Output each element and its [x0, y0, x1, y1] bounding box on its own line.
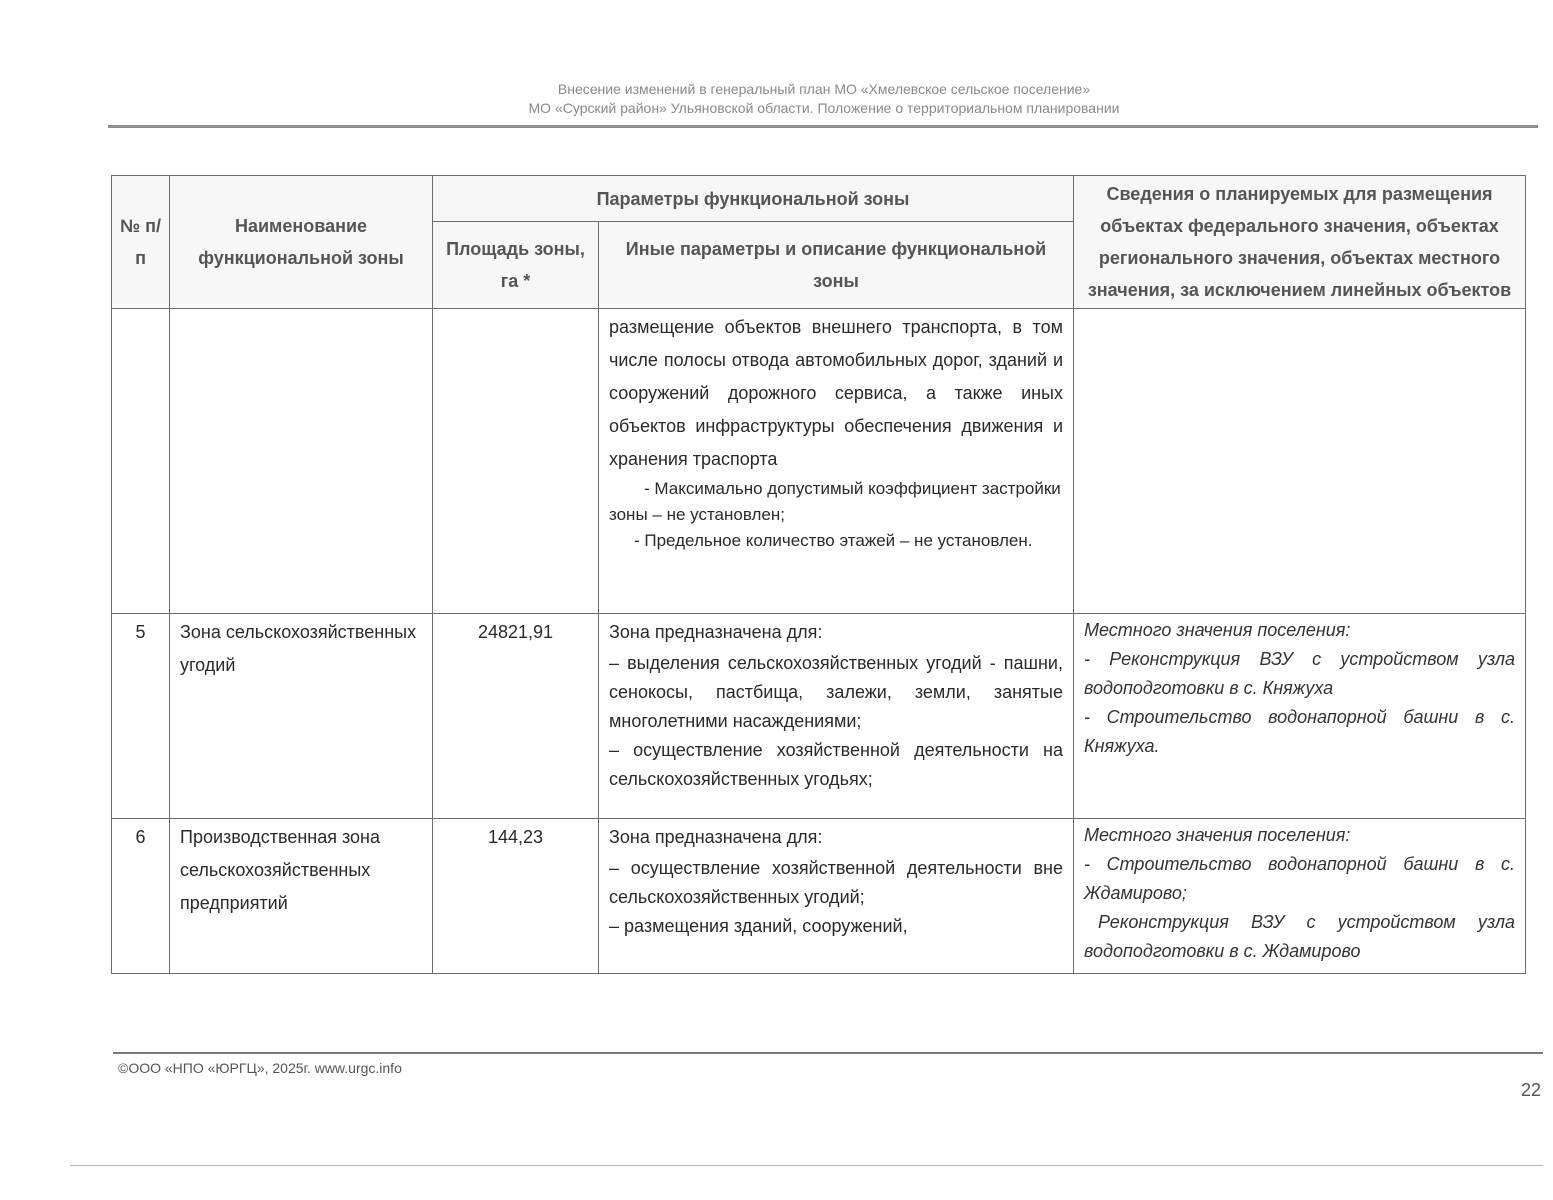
- description-intro: Зона предназначена для:: [609, 827, 823, 847]
- table-row: [112, 819, 1526, 974]
- description-param-2: – осуществление хозяйственной деятельности на сельскохозяйственных угодьях;: [609, 740, 1063, 789]
- row-planned-objects: [1074, 819, 1526, 974]
- header-line-1: Внесение изменений в генеральный план МО «Хмелевское сельское поселение»: [557, 81, 1091, 97]
- description-param-1: - Максимально допустимый коэффициент застройки зоны – не установлен;: [609, 479, 1061, 524]
- planned-object-1: - Строительство водонапорной башни в с. Ждамирово;: [1084, 854, 1515, 903]
- description-param-2: - Предельное количество этажей – не установлен.: [634, 531, 1033, 550]
- row-area: [433, 309, 599, 614]
- header-line-2: МО «Сурский район» Ульяновской области. Положение о территориальном планировании: [528, 100, 1120, 116]
- planned-objects-title: Местного значения поселения:: [1084, 825, 1351, 845]
- planned-object-2: Реконструкция ВЗУ с устройством узла водоподготовки в с. Ждамирово: [1084, 912, 1515, 961]
- header-planned-objects: Сведения о планируемых для размещения объектах федерального значения, объектах регионального значения, объектах местного значения, за исключением линейных объектов: [1074, 176, 1526, 309]
- row-area: 24821,91: [433, 614, 599, 819]
- row-area: 144,23: [433, 819, 599, 974]
- row-zone-name: [170, 309, 433, 614]
- header-other-params: Иные параметры и описание функциональной зоны: [599, 222, 1074, 309]
- planned-objects-title: Местного значения поселения:: [1084, 620, 1351, 640]
- header-rule: [108, 125, 1538, 128]
- row-zone-name: Производственная зона сельскохозяйственных предприятий: [170, 819, 433, 974]
- header-zone-name: Наименование функциональной зоны: [170, 176, 433, 309]
- table-row: [112, 614, 1526, 819]
- row-zone-name: Зона сельскохозяйственных угодий: [170, 614, 433, 819]
- page-header: [110, 80, 1538, 118]
- row-description: [599, 819, 1074, 974]
- footer-rule: [113, 1052, 1543, 1054]
- table-row: [112, 309, 1526, 614]
- planned-object-1: - Реконструкция ВЗУ с устройством узла водоподготовки в с. Княжуха: [1084, 649, 1515, 698]
- row-num: 5: [112, 614, 170, 819]
- footer-copyright: ©ООО «НПО «ЮРГЦ», 2025г. www.urgc.info: [118, 1060, 402, 1076]
- row-description: [599, 309, 1074, 614]
- page-number: 22: [1520, 1080, 1541, 1100]
- description-param-1: – выделения сельскохозяйственных угодий - пашни, сенокосы, пастбища, залежи, земли, занятые многолетними насаждениями;: [609, 653, 1063, 731]
- bottom-rule: [70, 1165, 1543, 1166]
- header-area: Площадь зоны, га *: [433, 222, 599, 309]
- description-intro: Зона предназначена для:: [609, 622, 823, 642]
- header-params-group: Параметры функциональной зоны: [433, 176, 1074, 222]
- header-num: № п/п: [112, 176, 170, 309]
- description-main: размещение объектов внешнего транспорта, в том числе полосы отвода автомобильных дорог, зданий и сооружений дорожного сервиса, а также иных объектов инфраструктуры обеспечения движения и хранения траспорта: [609, 317, 1063, 469]
- row-num: [112, 309, 170, 614]
- row-description: [599, 614, 1074, 819]
- description-param-2: – размещения зданий, сооружений,: [609, 916, 908, 936]
- row-planned-objects: [1074, 614, 1526, 819]
- row-planned-objects: [1074, 309, 1526, 614]
- row-num: 6: [112, 819, 170, 974]
- planned-object-2: - Строительство водонапорной башни в с. Княжуха.: [1084, 707, 1515, 756]
- functional-zones-table: [111, 175, 1526, 974]
- description-param-1: – осуществление хозяйственной деятельности вне сельскохозяйственных угодий;: [609, 858, 1063, 907]
